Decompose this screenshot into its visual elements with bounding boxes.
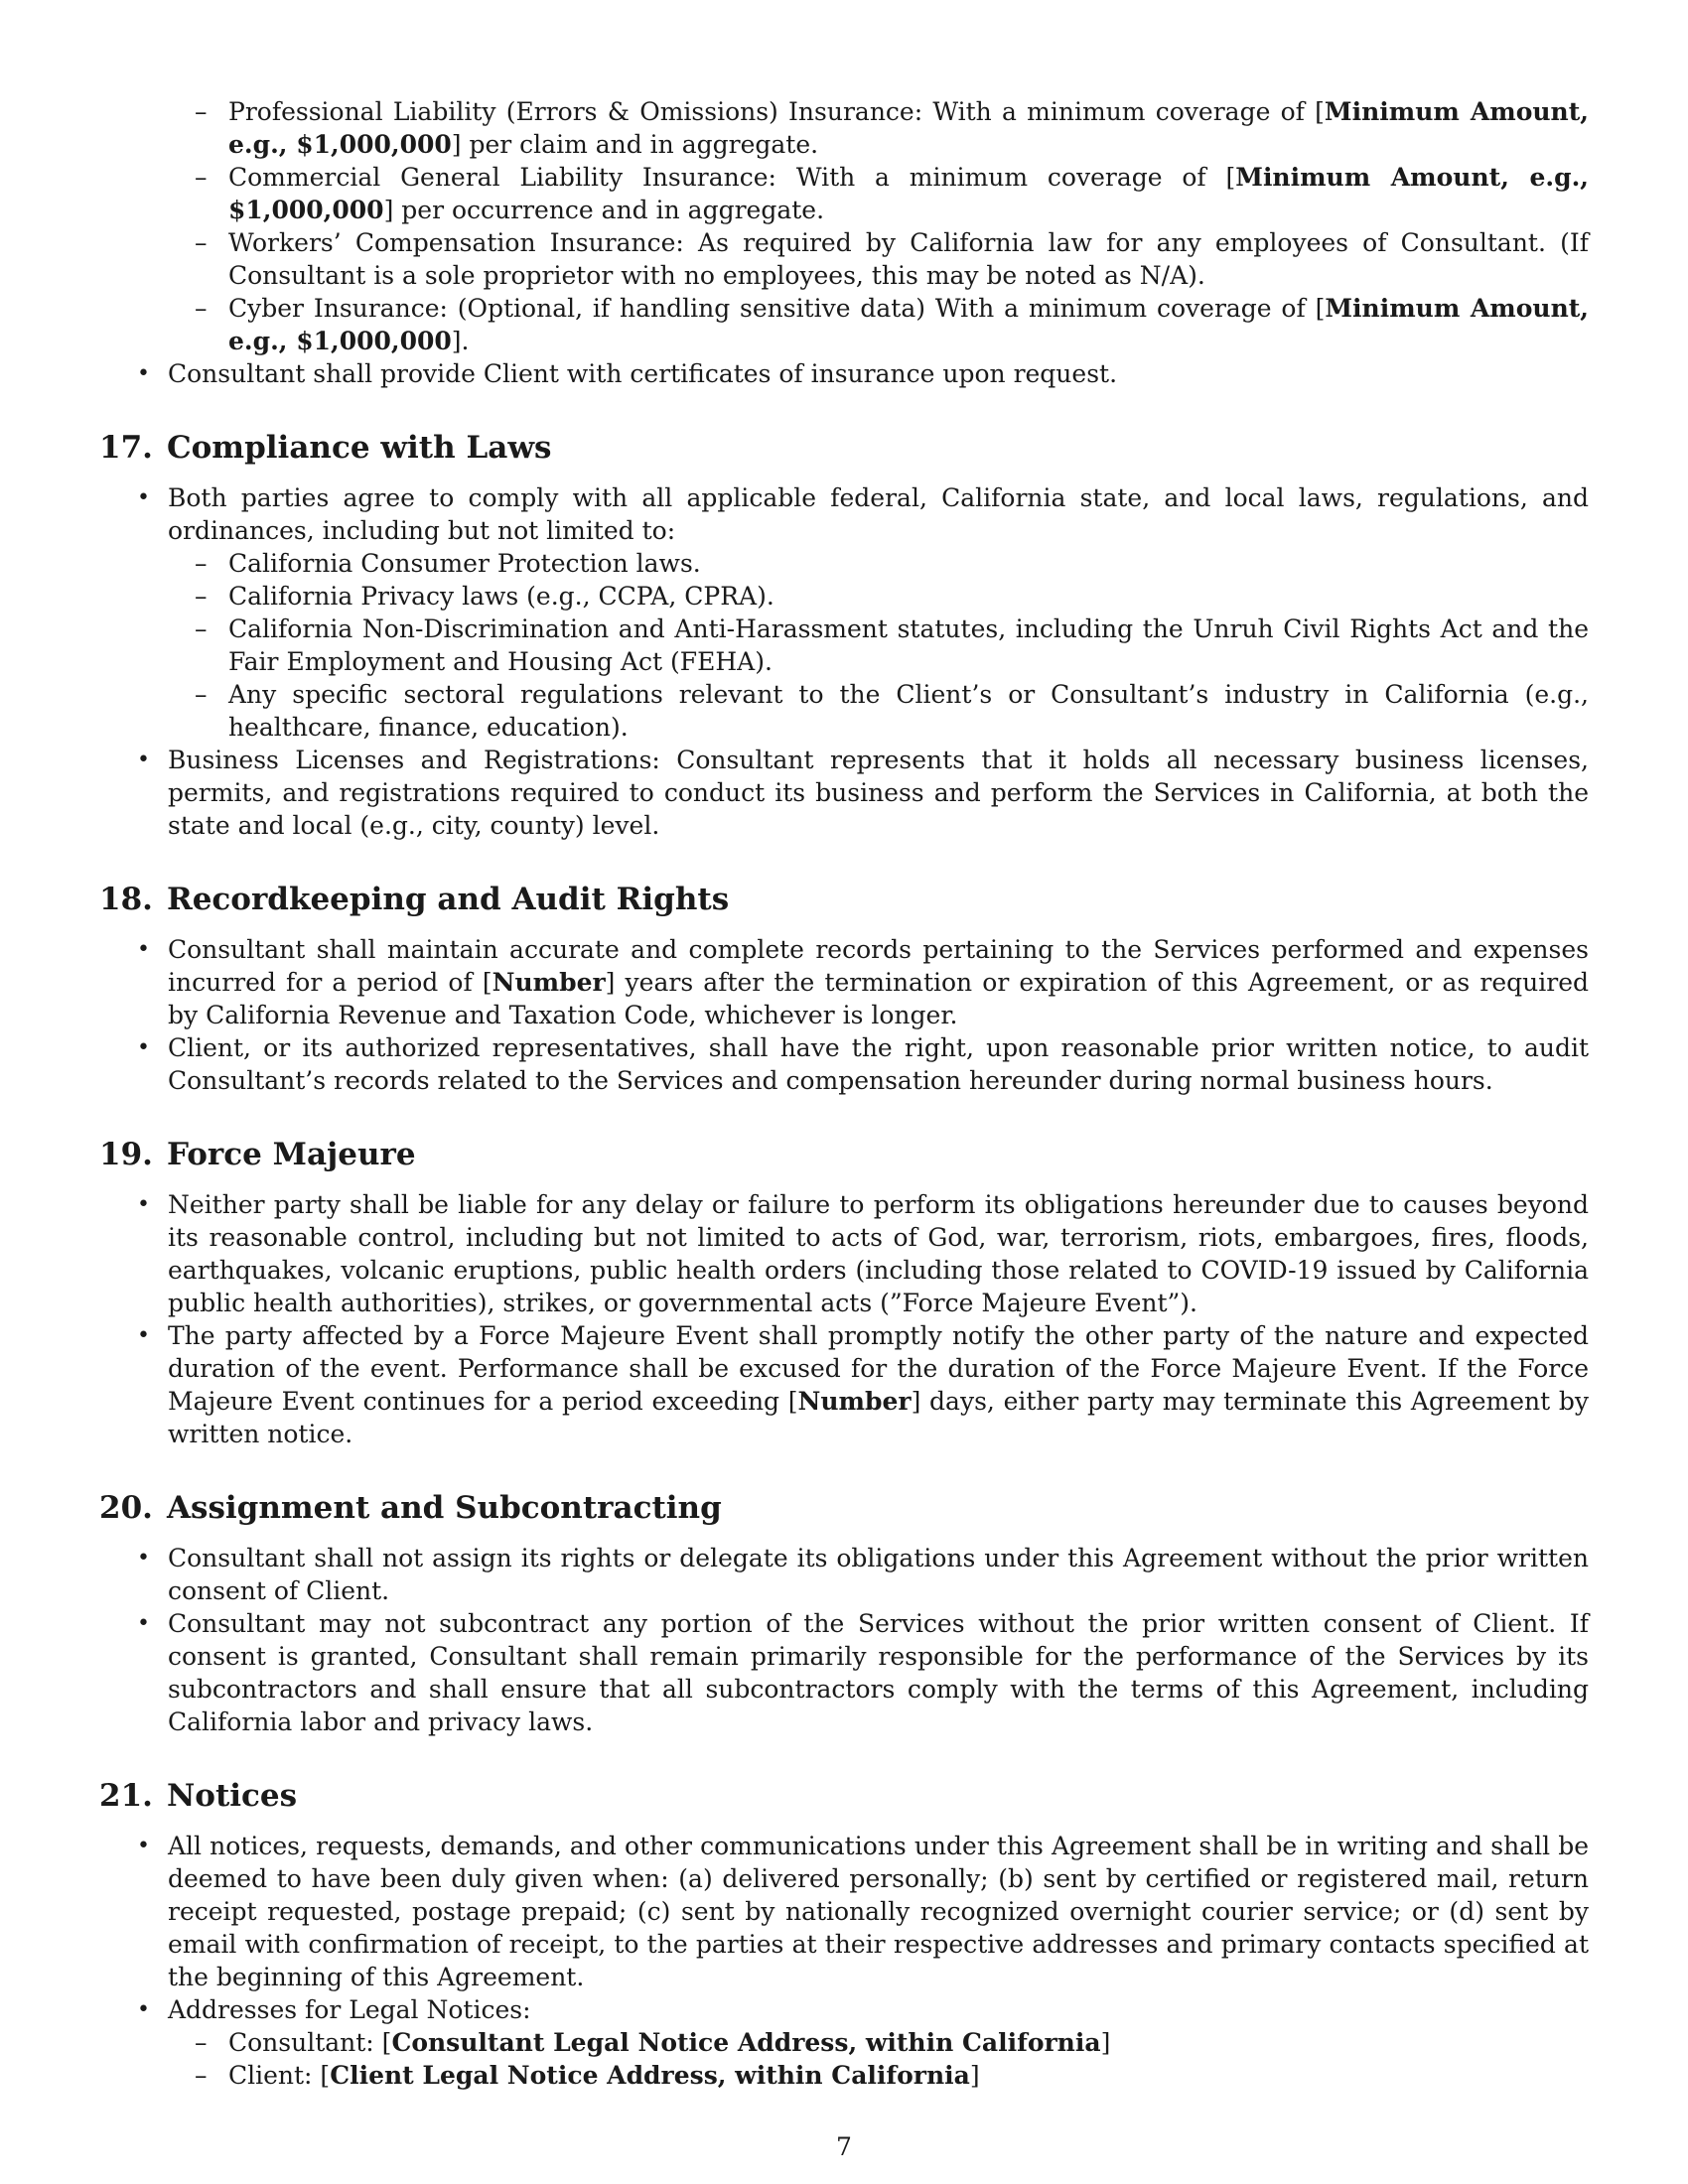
- list-item: – California Privacy laws (e.g., CCPA, CPRA).: [99, 580, 1589, 613]
- list-item: • Neither party shall be liable for any delay or failure to perform its obligations hereunder due to causes beyond its reasonable control, including but not limited to acts of God, war, terrorism, riots, embargoes, fires, floods, earthquakes, volcanic eruptions, public health orders (including those related to COVID-19 issued by California public health authorities), strikes, or governmental acts (”Force Majeure Event”).: [99, 1188, 1589, 1319]
- list-item: • Both parties agree to comply with all applicable federal, California state, and local laws, regulations, and ordinances, including but not limited to: – California Consumer Protection laws. – California Privacy laws (e.g., CCPA, CPRA). – California Non-Discrimination and Anti-Harassment statutes, including the Unruh Civil Rights Act and the Fair Employment and Housing Act (FEHA). – Any specific sectoral regulations relevant to the Client’s or Consultant’s industry in California (e.g., healthcare, finance, education).: [99, 481, 1589, 744]
- list-item: • The party affected by a Force Majeure Event shall promptly notify the other party of the nature and expected duration of the event. Performance shall be excused for the duration of the Force Majeure Event. If the Force Majeure Event continues for a period exceeding [Number] days, either party may terminate this Agreement by written notice.: [99, 1319, 1589, 1450]
- list-item: – California Non-Discrimination and Anti-Harassment statutes, including the Unruh Civil Rights Act and the Fair Employment and Housing Act (FEHA).: [99, 613, 1589, 678]
- section-heading-21: 21. Notices: [99, 1778, 298, 1814]
- section-17-sublist: [99, 547, 1589, 744]
- list-item: • Consultant may not subcontract any portion of the Services without the prior written consent of Client. If consent is granted, Consultant shall remain primarily responsible for the performance of the Services by its subcontractors and shall ensure that all subcontractors comply with the terms of this Agreement, including California labor and privacy laws.: [99, 1607, 1589, 1738]
- list-item: – California Consumer Protection laws.: [99, 547, 1589, 580]
- list-item: – Workers’ Compensation Insurance: As required by California law for any employees of Consultant. (If Consultant is a sole proprietor with no employees, this may be noted as N/A).: [99, 226, 1589, 292]
- page-number: 7: [836, 2132, 852, 2161]
- section-heading-19: 19. Force Majeure: [99, 1137, 416, 1172]
- section-heading-20: 20. Assignment and Subcontracting: [99, 1490, 722, 1526]
- list-item: • Consultant shall not assign its rights or delegate its obligations under this Agreement without the prior written consent of Client.: [99, 1542, 1589, 1607]
- section-heading-17: 17. Compliance with Laws: [99, 430, 552, 466]
- section-21-list: [99, 1830, 1589, 2092]
- section-19-list: [99, 1188, 1589, 1450]
- list-item: – Cyber Insurance: (Optional, if handling sensitive data) With a minimum coverage of [Minimum Amount, e.g., $1,000,000].: [99, 292, 1589, 357]
- list-item: • Client, or its authorized representatives, shall have the right, upon reasonable prior written notice, to audit Consultant’s records related to the Services and compensation hereunder during normal business hours.: [99, 1031, 1589, 1097]
- list-item: – Professional Liability (Errors & Omissions) Insurance: With a minimum coverage of [Minimum Amount, e.g., $1,000,000] per claim and in aggregate.: [99, 95, 1589, 161]
- notice-addresses: [99, 2026, 1589, 2092]
- list-item: – Client: [Client Legal Notice Address, within California]: [99, 2059, 1589, 2092]
- section-17-list: [99, 481, 1589, 842]
- section-20-list: [99, 1542, 1589, 1738]
- list-item: • Business Licenses and Registrations: Consultant represents that it holds all necessary business licenses, permits, and registrations required to conduct its business and perform the Services in California, at both the state and local (e.g., city, county) level.: [99, 744, 1589, 842]
- insurance-sublist: [99, 95, 1589, 357]
- section-heading-18: 18. Recordkeeping and Audit Rights: [99, 882, 730, 917]
- list-item: – Commercial General Liability Insurance: With a minimum coverage of [Minimum Amount, e.g., $1,000,000] per occurrence and in aggregate.: [99, 161, 1589, 226]
- list-item: – Any specific sectoral regulations relevant to the Client’s or Consultant’s industry in California (e.g., healthcare, finance, education).: [99, 678, 1589, 744]
- document-page: [99, 95, 1589, 2092]
- insurance-bullets: [99, 357, 1589, 390]
- section-18-list: [99, 933, 1589, 1097]
- list-item: – Consultant: [Consultant Legal Notice Address, within California]: [99, 2026, 1589, 2059]
- list-item: • Addresses for Legal Notices: – Consultant: [Consultant Legal Notice Address, within California] – Client: [Client Legal Notice Address, within California]: [99, 1993, 1589, 2092]
- list-item: • All notices, requests, demands, and other communications under this Agreement shall be in writing and shall be deemed to have been duly given when: (a) delivered personally; (b) sent by certified or registered mail, return receipt requested, postage prepaid; (c) sent by nationally recognized overnight courier service; or (d) sent by email with confirmation of receipt, to the parties at their respective addresses and primary contacts specified at the beginning of this Agreement.: [99, 1830, 1589, 1993]
- list-item: • Consultant shall maintain accurate and complete records pertaining to the Services performed and expenses incurred for a period of [Number] years after the termination or expiration of this Agreement, or as required by California Revenue and Taxation Code, whichever is longer.: [99, 933, 1589, 1031]
- list-item: • Consultant shall provide Client with certificates of insurance upon request.: [99, 357, 1589, 390]
